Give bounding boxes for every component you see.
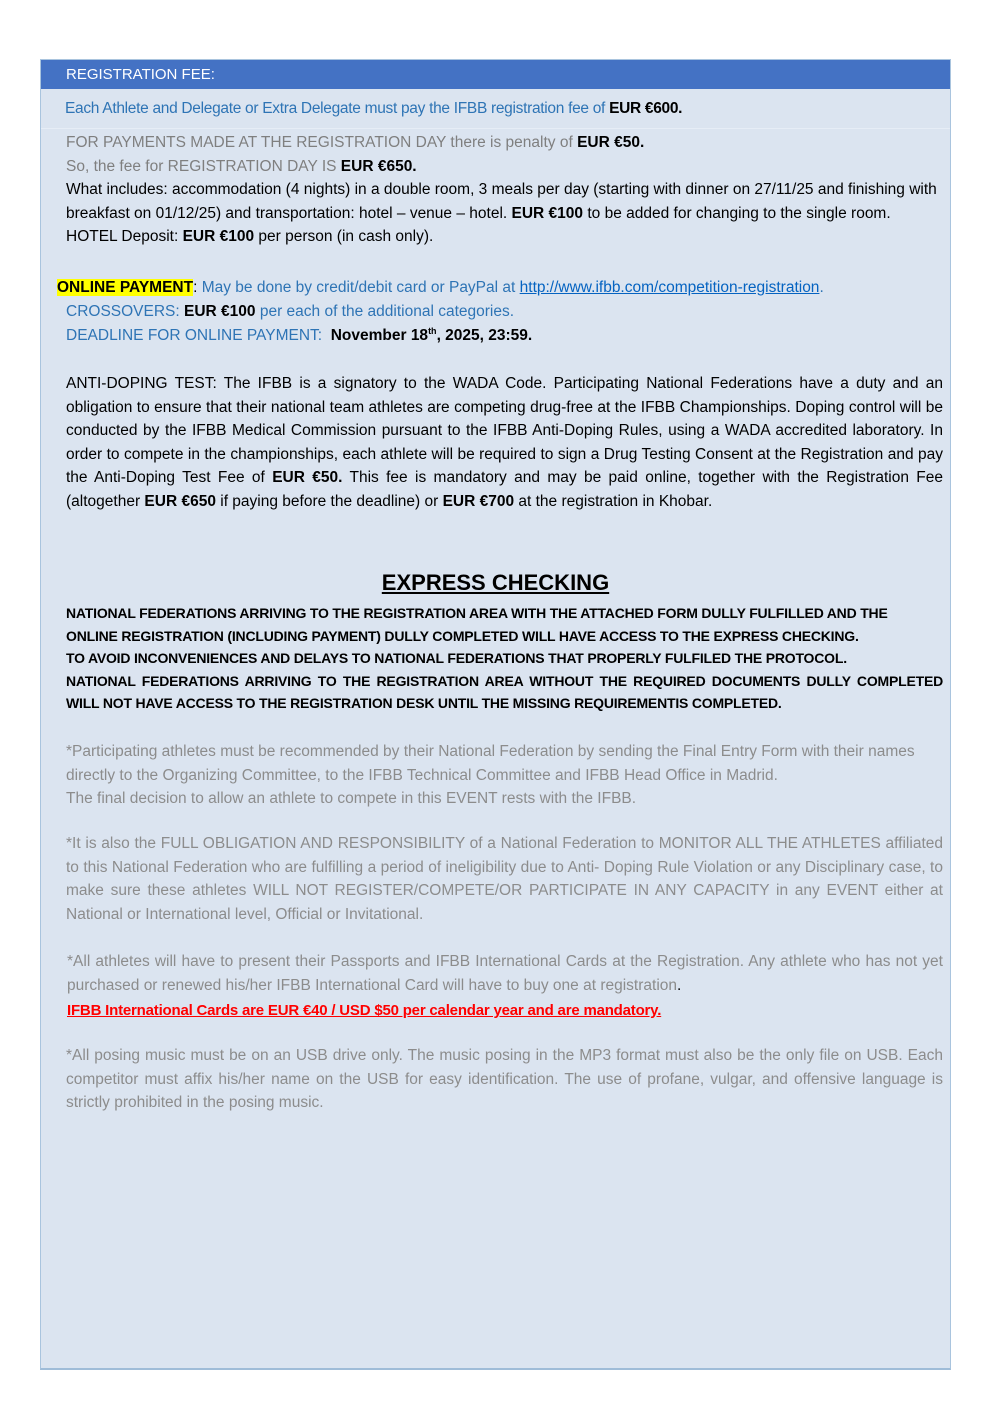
anti-doping-text-3: if paying before the deadline) or <box>215 492 443 510</box>
participating-note <box>66 740 943 811</box>
deadline-label: DEADLINE FOR ONLINE PAYMENT: <box>66 327 331 344</box>
express-checking-title: EXPRESS CHECKING <box>381 570 610 595</box>
fee-details <box>66 131 943 249</box>
deadline-sup: th <box>428 325 437 336</box>
express-line: ONLINE REGISTRATION (INCLUDING PAYMENT) DULLY COMPLETED WILL HAVE ACCESS TO THE EXPRESS CHECKING. <box>66 627 859 644</box>
crossovers-label: CROSSOVERS: <box>66 303 184 320</box>
day-fee-amount: EUR €650. <box>340 157 417 175</box>
online-payment-text: May be done by credit/debit card or PayPal at <box>201 279 520 296</box>
single-room-amount: EUR €100 <box>511 204 584 222</box>
registration-link[interactable]: http://www.ifbb.com/competition-registration <box>519 279 820 296</box>
penalty-amount: EUR €50. <box>577 134 645 151</box>
period: . <box>819 279 824 296</box>
total-before-deadline: EUR €650 <box>144 492 216 510</box>
crossovers-text: per each of the additional categories. <box>255 303 515 320</box>
day-fee-line <box>66 155 943 179</box>
anti-doping-paragraph <box>66 372 943 513</box>
deadline-value <box>331 327 533 344</box>
anti-doping-text-4: at the registration in Khobar. <box>514 492 713 510</box>
final-decision-text: The final decision to allow an athlete to compete in this EVENT rests with the IFBB. <box>66 790 637 807</box>
registration-fee-header: REGISTRATION FEE: <box>41 60 950 89</box>
deposit-amount: EUR €100 <box>182 228 255 245</box>
registration-panel <box>40 59 951 1370</box>
online-payment-line <box>57 276 943 300</box>
anti-doping-fee: EUR €50. <box>272 469 343 486</box>
colon: : <box>193 279 202 296</box>
crossovers-amount: EUR €100 <box>184 303 256 320</box>
obligation-note: *It is also the FULL OBLIGATION AND RESPONSIBILITY of a National Federation to MONITOR ALL THE ATHLETES affiliated to this National Federation who are fulfilling a period of ineligibility due to Anti- Doping Rule Violation or any Disciplinary case, to make sure these athletes WILL NOT REGISTER/COMPETE/OR PARTICIPATE IN ANY CAPACITY in any EVENT either at National or International level, Official or Invitational. <box>66 835 943 923</box>
deadline-rest: , 2025, 23:59. <box>436 327 533 344</box>
cards-price-note <box>67 999 943 1023</box>
includes-text-3: per person (in cash only). <box>254 228 434 245</box>
express-line: NATIONAL FEDERATIONS ARRIVING TO THE REGISTRATION AREA WITHOUT THE REQUIRED DOCUMENTS DULLY COMPLETED WILL NOT HAVE ACCESS TO THE REGISTRATION DESK UNTIL THE MISSING REQUIREMENTIS COMPLETED. <box>66 672 943 711</box>
anti-doping-text: ANTI-DOPING TEST: The IFBB is a signatory to the WADA Code. Participating National Federations have a duty and an obligation to ensure that their national team athletes are competing drug-free at the IFBB Championships. Doping control will be conducted by the IFBB Medical Commission pursuant to the IFBB Anti-Doping Rules, using a WADA accredited laboratory. In order to compete in the championships, each athlete will be required to sign a Drug Testing Consent at the Registration and pay the Anti-Doping Test Fee of <box>66 375 943 486</box>
passports-period: . <box>677 976 682 994</box>
music-note: *All posing music must be on an USB drive only. The music posing in the MP3 format must also be the only file on USB. Each competitor must affix his/her name on the USB for easy identification. The use of profane, vulgar, and offensive language is strictly prohibited in the posing music. <box>66 1047 943 1111</box>
total-after-deadline: EUR €700 <box>442 492 515 510</box>
participating-text: *Participating athletes must be recommended by their National Federation by sending the Final Entry Form with their names directly to the Organizing Committee, to the IFBB Technical Committee and IFBB Head Office in Madrid. <box>66 743 915 784</box>
deadline-line <box>66 324 943 348</box>
anti-doping-text-2: This fee is mandatory and may be paid online, together with the Registration Fee (altogether <box>66 469 944 510</box>
crossovers-line <box>66 300 943 324</box>
passports-text: *All athletes will have to present their Passports and IFBB International Cards at the Registration. Any athlete who has not yet purchased or renewed his/her IFBB International Card will have to buy one at registration <box>67 953 943 994</box>
penalty-line <box>66 131 943 155</box>
deadline-month: November 18 <box>330 327 429 344</box>
cards-price-text: IFBB International Cards are EUR €40 / USD $50 per calendar year and are mandatory. <box>67 1002 662 1019</box>
passports-note <box>67 950 943 997</box>
includes-paragraph <box>66 178 943 249</box>
day-fee-text: So, the fee for REGISTRATION DAY IS <box>66 157 341 175</box>
online-payment-label: ONLINE PAYMENT <box>57 279 194 296</box>
includes-text-2: to be added for changing to the single room. HOTEL Deposit: <box>66 204 891 245</box>
express-line: NATIONAL FEDERATIONS ARRIVING TO THE REGISTRATION AREA WITH THE ATTACHED FORM DULLY FULFILLED AND THE <box>66 605 888 621</box>
fee-amount: EUR €600. <box>609 100 683 117</box>
includes-text: What includes: accommodation (4 nights) in a double room, 3 meals per day (starting with dinner on 27/11/25 and finishing with breakfast on 01/12/25) and transportation: hotel – venue – hotel. <box>66 181 937 222</box>
fee-text: Each Athlete and Delegate or Extra Delegate must pay the IFBB registration fee of <box>65 100 610 117</box>
express-line: TO AVOID INCONVENIENCES AND DELAYS TO NATIONAL FEDERATIONS THAT PROPERLY FULFILED THE PROTOCOL. <box>66 650 847 666</box>
express-checking-body <box>66 602 943 715</box>
penalty-text: FOR PAYMENTS MADE AT THE REGISTRATION DAY there is penalty of <box>66 134 578 151</box>
registration-fee-line <box>41 89 950 129</box>
